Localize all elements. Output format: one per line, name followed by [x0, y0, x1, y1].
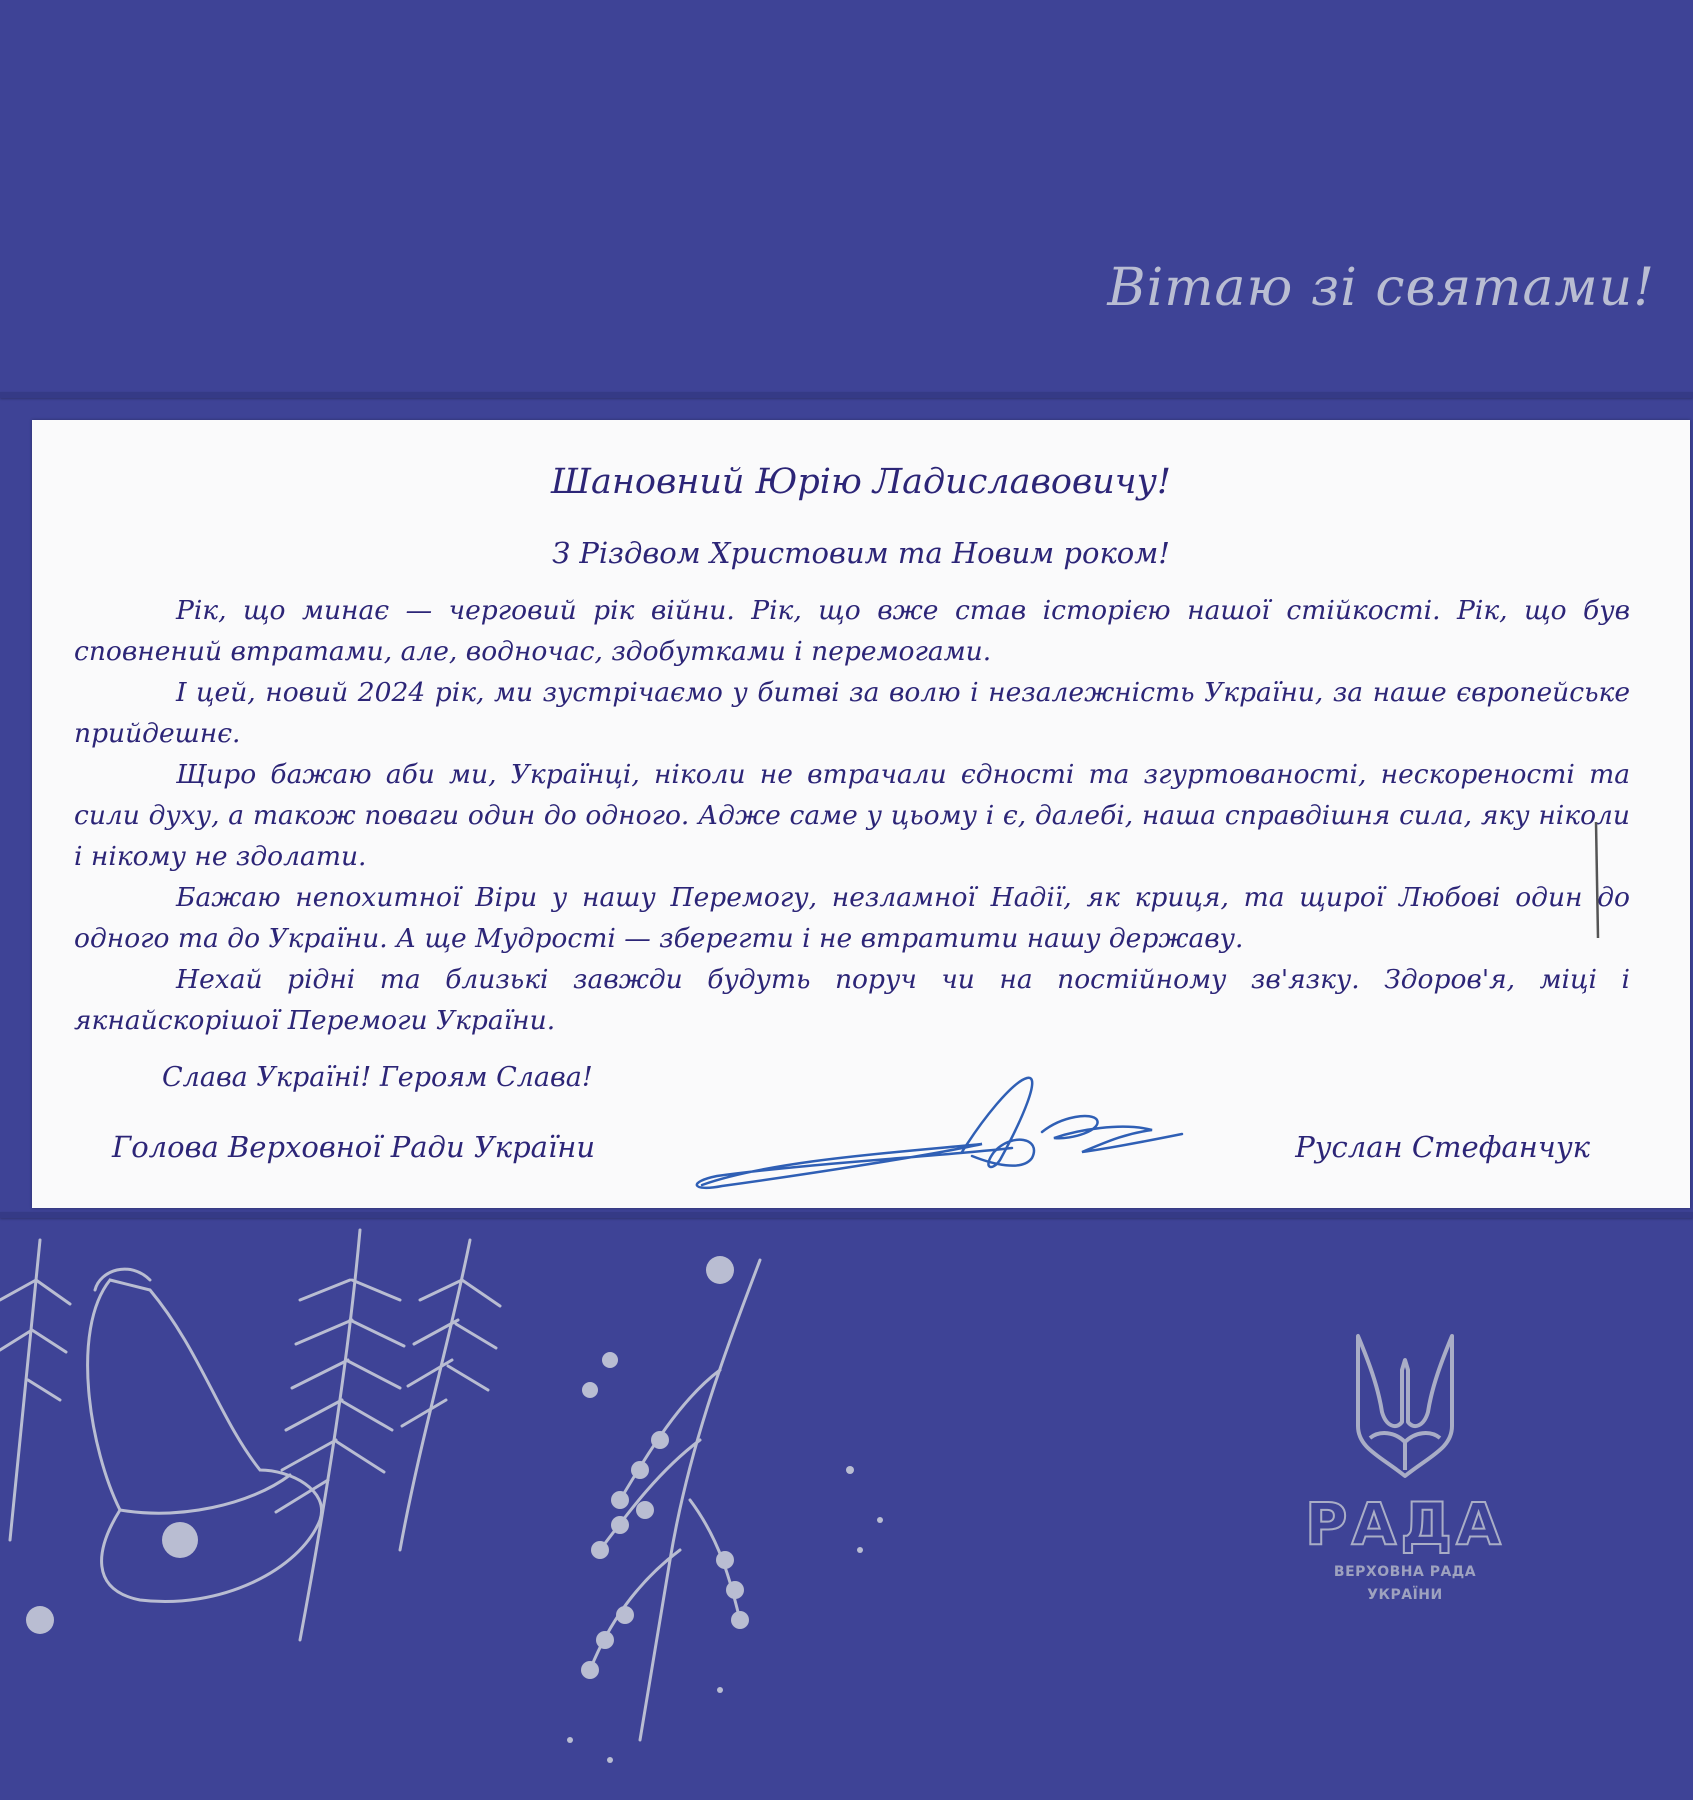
letter-paragraph: Нехай рідні та близькі завжди будуть поруч чи на постійному зв'язку. Здоров'я, міці і якнайскорішої Перемоги України. — [74, 964, 1630, 1036]
letter-addressee: Шановний Юрію Ладиславовичу! — [551, 462, 1171, 502]
pen-mark — [1592, 820, 1602, 940]
trident-icon — [1350, 1330, 1460, 1480]
emblem-subtitle-line2: УКРАЇНИ — [1367, 1587, 1443, 1603]
letter-paragraph: Бажаю непохитної Віри у нашу Перемогу, незламної Надії, як криця, та щирої Любові один до одного та до України. А ще Мудрості — зберегти і не втратити нашу державу. — [74, 882, 1630, 954]
letter-closing: Слава Україні! Героям Слава! — [162, 1062, 593, 1093]
signer-name: Руслан Стефанчук — [1295, 1130, 1590, 1164]
handwritten-signature — [682, 1060, 1242, 1210]
christmas-ornament-decoration — [0, 1220, 900, 1800]
letter-paragraph: Рік, що минає — черговий рік війни. Рік, що вже став історією нашої стійкості. Рік, що був сповнений втратами, але, водночас, здобутками і перемогами. — [74, 595, 1630, 667]
parliament-emblem — [1290, 1330, 1520, 1604]
letter-paragraph: І цей, новий 2024 рік, ми зустрічаємо у битві за волю і незалежність України, за наше європейське прийдешнє. — [74, 677, 1630, 749]
fold-line-top — [0, 392, 1693, 398]
emblem-word: РАДА — [1305, 1490, 1505, 1558]
emblem-subtitle-line1: ВЕРХОВНА РАДА — [1333, 1564, 1477, 1580]
fold-line-bottom — [0, 1212, 1693, 1218]
letter-occasion: З Різдвом Христовим та Новим роком! — [552, 536, 1170, 570]
signer-position: Голова Верховної Ради України — [112, 1130, 596, 1164]
card-greeting: Вітаю зі святами! — [1107, 258, 1655, 318]
letter-paragraph: Щиро бажаю аби ми, Українці, ніколи не втрачали єдності та згуртованості, нескореності та сили духу, а також поваги один до одного. Адже саме у цьому і є, далебі, наша справдішня сила, яку ніколи і нікому не здолати. — [74, 759, 1630, 872]
letter-insert — [32, 420, 1690, 1208]
letter-body — [74, 590, 1630, 1041]
